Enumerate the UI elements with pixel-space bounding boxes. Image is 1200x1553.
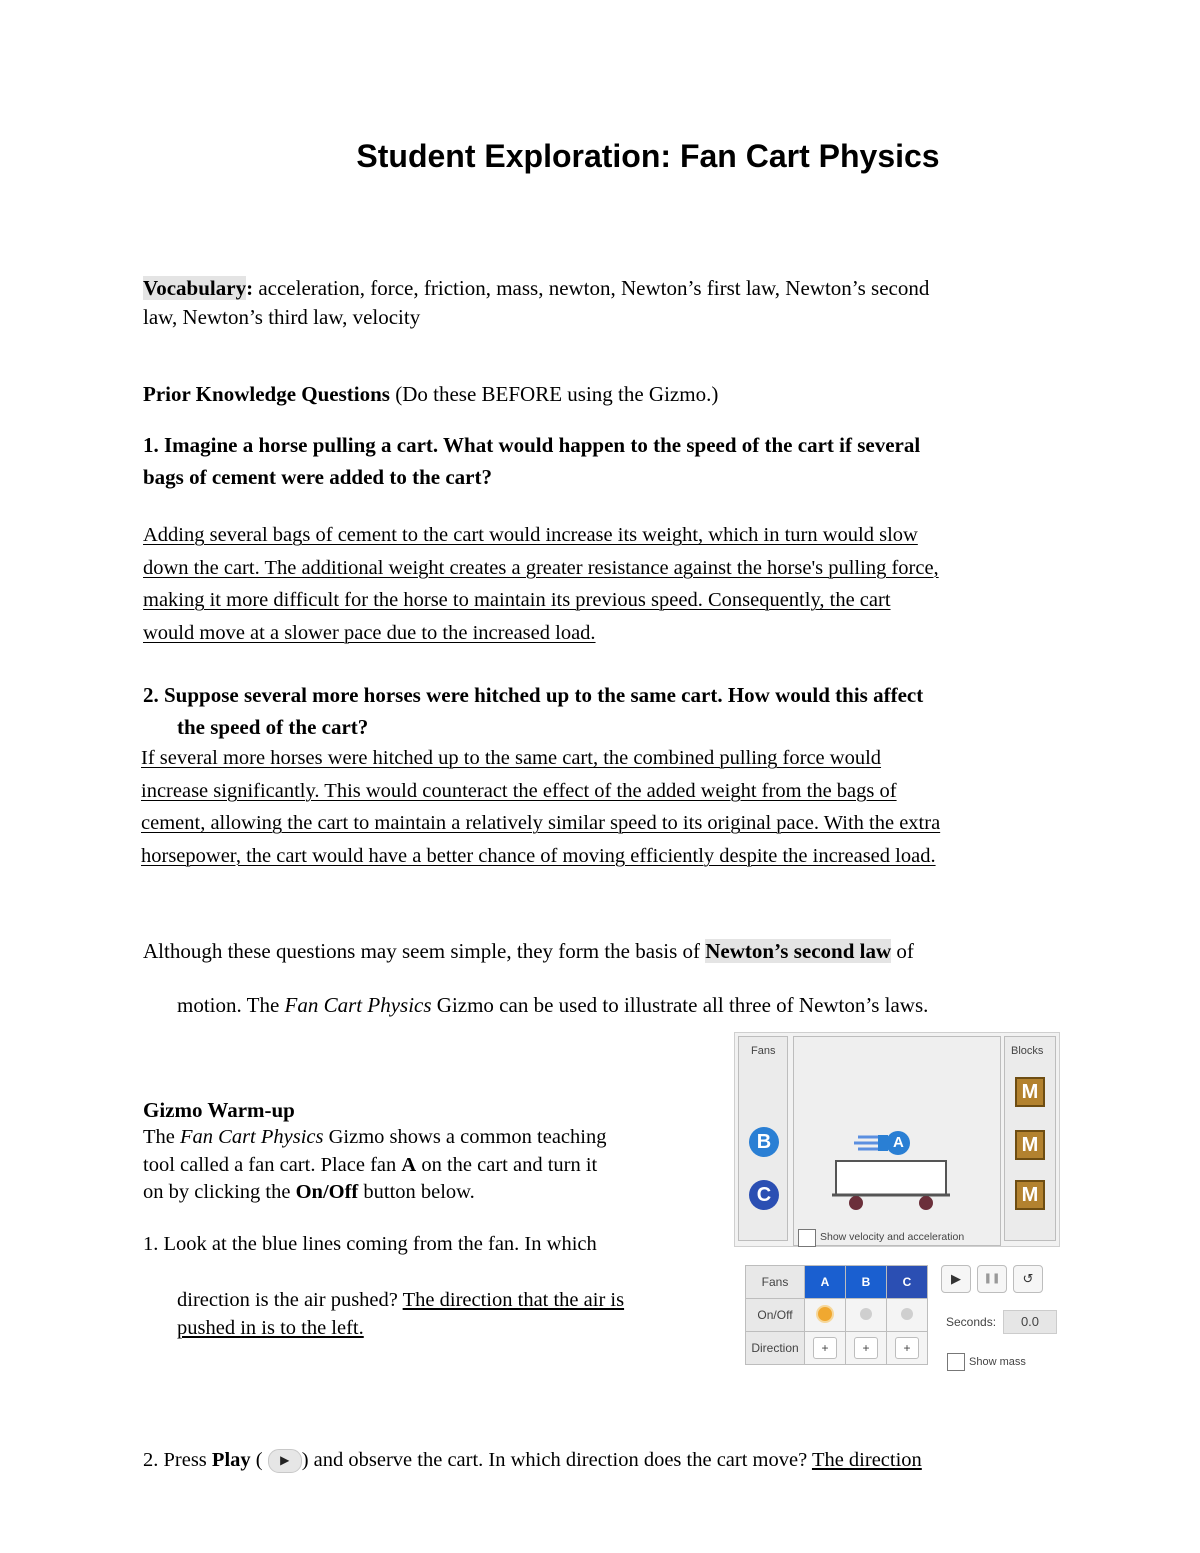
answer-1-line: down the cart. The additional weight creates a greater resistance against the horse's pulling force, (143, 556, 939, 579)
fan-b-button[interactable]: B (749, 1127, 779, 1157)
prior-knowledge-heading: Prior Knowledge Questions (Do these BEFORE using the Gizmo.) (143, 382, 719, 406)
cart-stage (793, 1036, 1001, 1246)
fan-a-onoff-button[interactable] (805, 1299, 846, 1332)
vocabulary-label: Vocabulary (143, 276, 247, 300)
warmup-question-1: 1. Look at the blue lines coming from the fan. In which (143, 1233, 597, 1255)
newton-second-law-highlight: Newton’s second law (705, 939, 892, 963)
play-icon: ▶ (268, 1449, 302, 1473)
column-fan-b: B (846, 1266, 887, 1299)
fan-cart-icon (794, 1037, 1000, 1227)
answer-2 (141, 742, 1101, 872)
blocks-tray-label: Blocks (1011, 1045, 1044, 1057)
answer-1-line: would move at a slower pace due to the increased load. (143, 621, 596, 644)
fan-c-onoff-button[interactable] (887, 1299, 928, 1332)
show-mass-checkbox[interactable] (947, 1353, 965, 1371)
fan-c-direction-button[interactable]: + (895, 1337, 919, 1359)
column-fan-a: A (805, 1266, 846, 1299)
fan-b-direction-button[interactable]: + (854, 1337, 878, 1359)
blocks-tray (1004, 1036, 1056, 1241)
fans-tray (738, 1036, 788, 1241)
row-label-fans: Fans (746, 1266, 805, 1299)
fan-b-onoff-button[interactable] (846, 1299, 887, 1332)
gizmo-controls (745, 1265, 1061, 1375)
newton-paragraph-line1: Although these questions may seem simple, they form the basis of Newton’s second law of (143, 939, 914, 963)
answer-2-line: increase significantly. This would counteract the effect of the added weight from the bags of (141, 779, 897, 802)
warmup-question-2: 2. Press Play ( ▶ ) and observe the cart. In which direction does the cart move? The direction (143, 1449, 1103, 1473)
row-label-onoff: On/Off (746, 1299, 805, 1332)
answer-2-line: If several more horses were hitched up to the same cart, the combined pulling force would (141, 747, 882, 769)
play-button[interactable]: ▶ (941, 1265, 971, 1293)
vocabulary-paragraph: Vocabulary: acceleration, force, friction, mass, newton, Newton’s first law, Newton’s second law, Newton’s third law, velocity (143, 276, 930, 329)
fans-tray-label: Fans (751, 1045, 776, 1057)
reset-button[interactable]: ↺ (1013, 1265, 1043, 1293)
fan-c-button[interactable]: C (749, 1180, 779, 1210)
air-lines-icon (854, 1137, 878, 1149)
vocabulary-terms-line1: acceleration, force, friction, mass, newton, Newton’s first law, Newton’s second (253, 276, 930, 300)
gizmo-simulation-panel (734, 1032, 1060, 1247)
answer-2-line: cement, allowing the cart to maintain a relatively similar speed to its original pace. With the extra (141, 812, 941, 834)
show-velocity-checkbox[interactable] (798, 1229, 816, 1247)
show-mass-label: Show mass (969, 1356, 1026, 1368)
question-2: 2. Suppose several more horses were hitched up to the same cart. How would this affect the speed of the cart? (143, 683, 924, 739)
answer-1 (143, 519, 1083, 649)
answer-1-line: making it more difficult for the horse to maintain its previous speed. Consequently, the cart (143, 589, 891, 611)
show-velocity-label: Show velocity and acceleration (820, 1231, 965, 1243)
answer-2-line: horsepower, the cart would have a better chance of moving efficiently despite the increased load. (141, 844, 936, 867)
mass-block-2[interactable]: M (1015, 1130, 1045, 1160)
warmup-intro: The Fan Cart Physics Gizmo shows a common teaching tool called a fan cart. Place fan A on the cart and turn it on by clicking the On/Off button below. (143, 1126, 607, 1203)
answer-1-line: Adding several bags of cement to the cart would increase its weight, which in turn would slow (143, 524, 918, 546)
mass-block-1[interactable]: M (1015, 1077, 1045, 1107)
warmup-heading: Gizmo Warm-up (143, 1098, 295, 1122)
vocabulary-terms-line2: law, Newton’s third law, velocity (143, 305, 421, 329)
warmup-answer-1: direction is the air pushed? The direction that the air is pushed in is to the left. (177, 1289, 625, 1339)
fan-a-direction-button[interactable]: + (813, 1337, 837, 1359)
page-title: Student Exploration: Fan Cart Physics (356, 138, 940, 174)
newton-paragraph-line2: motion. The Fan Cart Physics Gizmo can be used to illustrate all three of Newton’s laws. (177, 993, 929, 1017)
fan-a-label[interactable]: A (893, 1134, 904, 1151)
seconds-readout: 0.0 (1003, 1310, 1057, 1334)
seconds-label: Seconds: (946, 1315, 997, 1329)
row-label-direction: Direction (746, 1332, 805, 1365)
question-1: 1. Imagine a horse pulling a cart. What would happen to the speed of the cart if several bags of cement were added to the cart? (143, 433, 921, 489)
mass-block-3[interactable]: M (1015, 1180, 1045, 1210)
column-fan-c: C (887, 1266, 928, 1299)
pause-button[interactable]: ❚❚ (977, 1265, 1007, 1293)
fan-control-table (745, 1265, 928, 1365)
